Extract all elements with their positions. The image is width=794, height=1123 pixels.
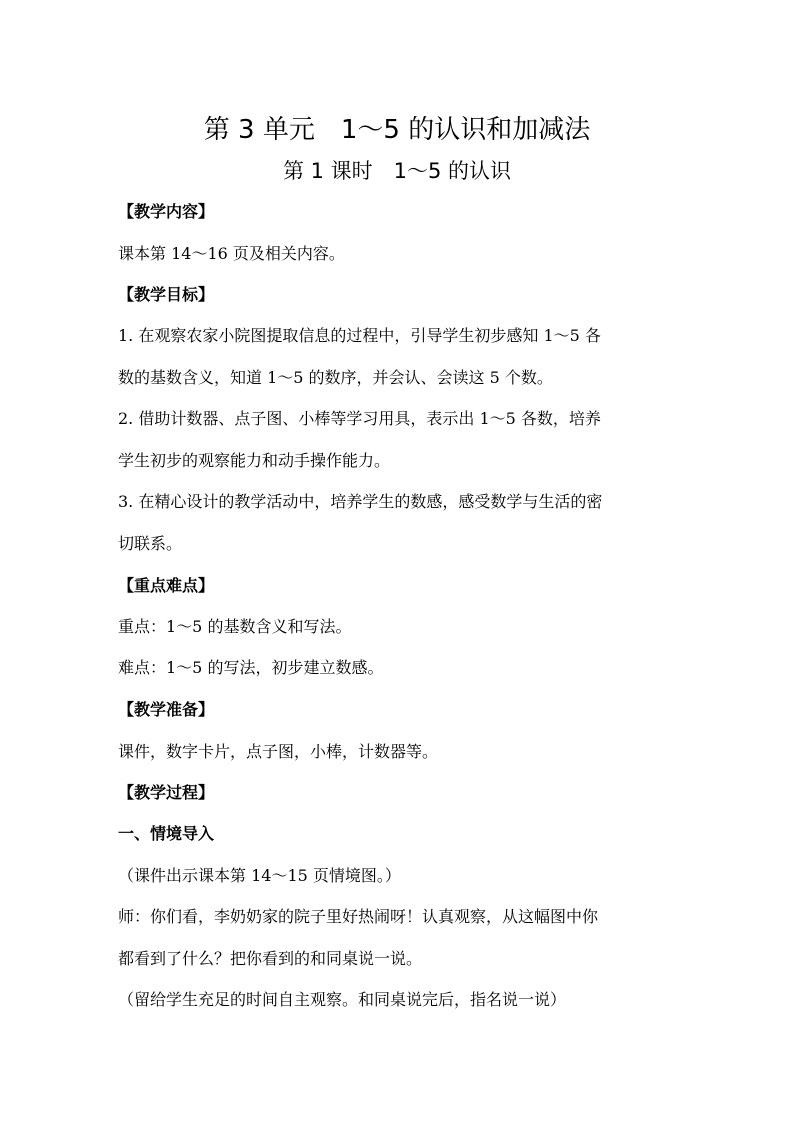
preparation-heading: 【教学准备】 (118, 700, 215, 719)
lesson-title: 第 1 课时 1～5 的认识 (282, 159, 512, 183)
goal-2-line-2: 学生初步的观察能力和动手操作能力。 (118, 451, 391, 470)
process-heading: 【教学过程】 (118, 783, 215, 802)
teacher-line-1: 师：你们看，李奶奶家的院子里好热闹呀！认真观察，从这幅图中你 (118, 907, 599, 926)
teacher-line-2: 都看到了什么？把你看到的和同桌说一说。 (118, 949, 423, 968)
preparation-text: 课件，数字卡片，点子图，小棒，计数器等。 (118, 742, 439, 761)
content-text: 课本第 14～16 页及相关内容。 (118, 244, 345, 263)
goals-heading: 【教学目标】 (118, 285, 215, 304)
step-1-heading: 一、情境导入 (118, 824, 215, 843)
key-points-heading: 【重点难点】 (118, 576, 215, 595)
goal-1-line-2: 数的基数含义，知道 1～5 的数序，并会认、会读这 5 个数。 (118, 368, 553, 387)
goal-2-line-1: 2. 借助计数器、点子图、小棒等学习用具，表示出 1～5 各数，培养 (118, 409, 601, 428)
process-note-1: （课件出示课本第 14～15 页情境图。） (118, 866, 401, 885)
process-note-2: （留给学生充足的时间自主观察。和同桌说完后，指名说一说） (118, 990, 567, 1009)
content-heading: 【教学内容】 (118, 202, 215, 221)
key-point-text: 重点：1～5 的基数含义和写法。 (118, 617, 352, 636)
goal-3-line-2: 切联系。 (118, 534, 183, 553)
goal-1-line-1: 1. 在观察农家小院图提取信息的过程中，引导学生初步感知 1～5 各 (118, 326, 601, 345)
goal-3-line-1: 3. 在精心设计的教学活动中，培养学生的数感，感受数学与生活的密 (118, 492, 603, 511)
difficult-point-text: 难点：1～5 的写法，初步建立数感。 (118, 658, 384, 677)
unit-title: 第 3 单元 1～5 的认识和加减法 (203, 115, 591, 145)
